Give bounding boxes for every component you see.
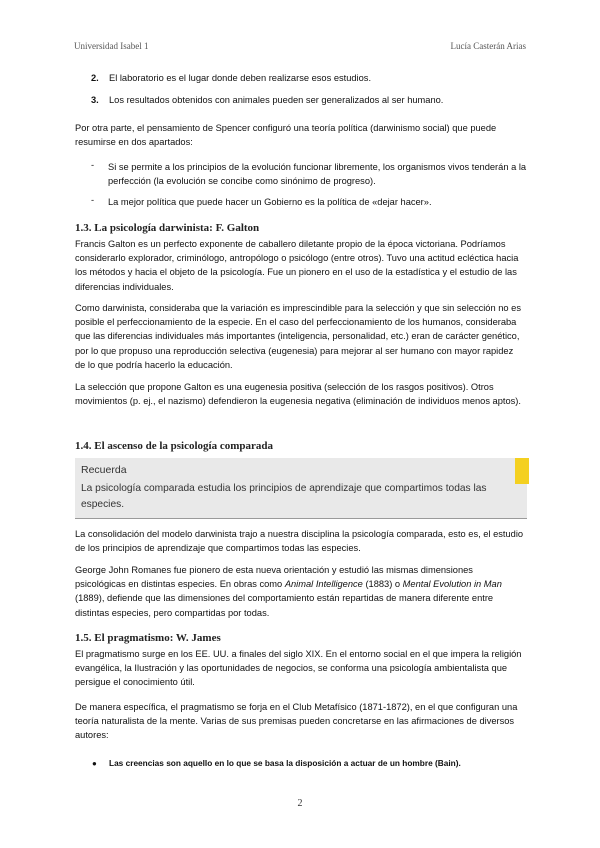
section-heading: 1.3. La psicología darwinista: F. Galton: [75, 222, 260, 234]
text-run: (1889), defiende que las dimensiones del comportamiento están repartidas de manera diferente entre distintas especies, pero compartidas por todas.: [75, 593, 494, 618]
recuerda-box: [75, 458, 527, 519]
list-number: 2.: [91, 73, 99, 83]
paragraph-spencer: Por otra parte, el pensamiento de Spencer configuró una teoría política (darwinismo social) que puede resumirse en dos apartados:: [75, 123, 497, 148]
recuerda-text: La psicología comparada estudia los principios de aprendizaje que compartimos todas las especies.: [81, 483, 487, 510]
dash-item: La mejor política que puede hacer un Gobierno es la política de «dejar hacer».: [108, 197, 432, 207]
book-title: Animal Intelligence: [284, 579, 363, 590]
paragraph: Francis Galton es un perfecto exponente de caballero diletante propio de la época victoriana. Podríamos considerarlo explorador, criminólogo, antropólogo o psicólogo (entre otros). Tuvo una actitud ecléctica hacia los métodos y hacia el objeto de la psicología. Fue un pionero en el uso de la estadística y el estudio de las diferencias individuales.: [75, 239, 519, 292]
list-item: Los resultados obtenidos con animales pueden ser generalizados al ser humano.: [109, 95, 444, 105]
paragraph-romanes: [75, 563, 525, 620]
paragraph: La selección que propone Galton es una eugenesia positiva (selección de los rasgos positivos). Otros movimientos (p. ej., el nazismo) defendieron la eugenesia negativa (eliminación de individuos menos aptos).: [75, 382, 521, 407]
dash-item: Si se permite a los principios de la evolución funcionar libremente, los organismos vivos tenderán a la perfección (la evolución se concibe como sinónimo de progreso).: [108, 162, 527, 187]
recuerda-title: Recuerda: [81, 464, 127, 476]
bullet-item: Las creencias son aquello en lo que se basa la disposición a actuar de un hombre (Bain).: [109, 758, 461, 768]
header-left: Universidad Isabel 1: [74, 41, 149, 51]
page-number: 2: [297, 798, 303, 809]
bullet-icon: ●: [92, 759, 97, 768]
paragraph: Como darwinista, consideraba que la variación es imprescindible para la selección y que sin selección no es posible el perfeccionamiento de la especie. En el caso del perfeccionamiento de los humanos, consideraba que las diferencias individuales más importantes (inteligencia, personalidad, etc.) eran de carácter genético, por lo que propuso una reproducción selectiva (eugenesia) para mejorar al ser humano con mayor rapidez de lo que podría hacerlo la educación.: [75, 303, 521, 370]
yellow-tab-icon: [515, 458, 529, 484]
header-right: Lucía Casterán Arias: [450, 41, 526, 51]
paragraph: De manera específica, el pragmatismo se forja en el Club Metafísico (1871-1872), en el que configuran una teoría naturalista de la mente. Varias de sus premisas pueden concretarse en las afirmaciones de diversos autores:: [75, 702, 518, 741]
book-title: Mental Evolution in Man: [402, 579, 502, 590]
paragraph: La consolidación del modelo darwinista trajo a nuestra disciplina la psicología comparada, esto es, el estudio de los principios de aprendizaje que compartimos todas las especies.: [75, 529, 524, 554]
dash-mark: -: [91, 160, 95, 170]
text-run: (1883) o: [362, 579, 403, 590]
paragraph: El pragmatismo surge en los EE. UU. a finales del siglo XIX. En el entorno social en el que impera la religión evangélica, la Ilustración y las oportunidades de negocios, se conforma una psicología ambientalista que persigue el conocimiento útil.: [75, 649, 522, 688]
section-heading: 1.5. El pragmatismo: W. James: [75, 632, 221, 644]
text-run: George John Romanes fue pionero de esta nueva orientación y estudió las mismas dimensiones psicológicas en distintas especies. En obras como: [75, 565, 473, 590]
section-heading: 1.4. El ascenso de la psicología comparada: [75, 440, 274, 452]
list-number: 3.: [91, 95, 99, 105]
list-item: El laboratorio es el lugar donde deben realizarse esos estudios.: [109, 73, 372, 83]
dash-mark: -: [91, 195, 95, 205]
